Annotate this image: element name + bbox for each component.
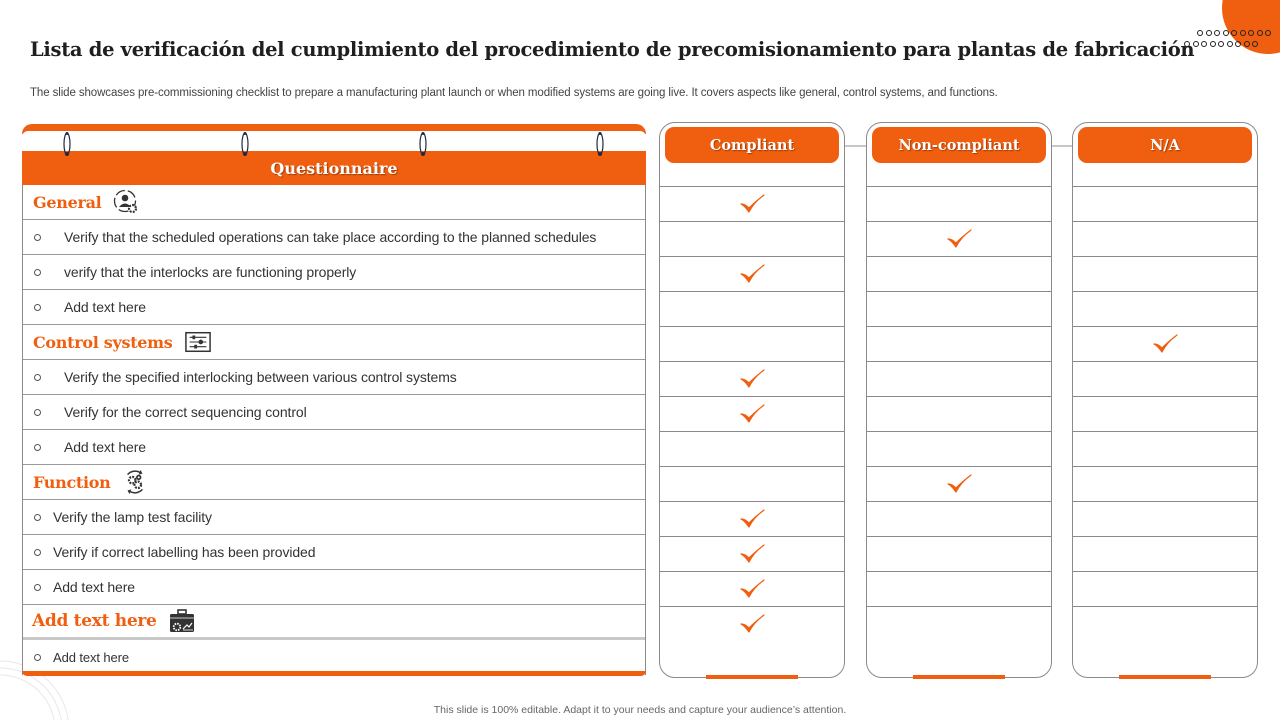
bullet-icon bbox=[34, 374, 41, 381]
status-cell bbox=[1072, 291, 1258, 326]
user-gear-icon bbox=[113, 189, 139, 215]
status-cell bbox=[866, 291, 1052, 326]
non-compliant-header: Non-compliant bbox=[872, 127, 1046, 163]
column-foot-bar bbox=[913, 675, 1005, 679]
section-label: Function bbox=[33, 472, 111, 492]
questionnaire-body bbox=[22, 185, 646, 675]
status-cell bbox=[659, 361, 845, 396]
checklist-item bbox=[23, 570, 645, 605]
slide-title: Lista de verificación del cumplimiento del procedimiento de precomisionamiento para plantas de fabricación bbox=[30, 38, 1195, 61]
status-cell bbox=[1072, 326, 1258, 361]
panel-bottom-bar bbox=[22, 671, 646, 676]
section-control-systems bbox=[23, 325, 645, 360]
item-text: Verify if correct labelling has been provided bbox=[53, 544, 316, 560]
bullet-icon bbox=[34, 304, 41, 311]
check-icon bbox=[739, 368, 765, 390]
status-grid bbox=[1072, 186, 1258, 641]
section-function bbox=[23, 465, 645, 500]
status-cell bbox=[866, 221, 1052, 256]
compliant-column bbox=[659, 122, 845, 678]
binder-ring-icon bbox=[419, 131, 427, 157]
bullet-icon bbox=[34, 549, 41, 556]
checklist-item bbox=[23, 535, 645, 570]
bullet-icon bbox=[34, 654, 41, 661]
check-icon bbox=[739, 403, 765, 425]
check-icon bbox=[739, 613, 765, 635]
status-cell bbox=[659, 291, 845, 326]
gears-cycle-icon bbox=[122, 469, 148, 495]
status-grid bbox=[659, 186, 845, 641]
status-cell bbox=[866, 361, 1052, 396]
bullet-icon bbox=[34, 514, 41, 521]
status-cell bbox=[1072, 396, 1258, 431]
checklist-item bbox=[23, 395, 645, 430]
checklist-item bbox=[23, 360, 645, 395]
status-cell bbox=[866, 396, 1052, 431]
status-cell bbox=[866, 501, 1052, 536]
status-cell bbox=[1072, 536, 1258, 571]
status-cell bbox=[1072, 186, 1258, 221]
status-cell bbox=[659, 571, 845, 606]
bullet-icon bbox=[34, 409, 41, 416]
section-label: Add text here bbox=[32, 611, 157, 631]
checklist-item bbox=[23, 290, 645, 325]
status-cell bbox=[659, 431, 845, 466]
check-icon bbox=[946, 473, 972, 495]
status-cell bbox=[1072, 361, 1258, 396]
status-cell bbox=[1072, 606, 1258, 641]
footer-note: This slide is 100% editable. Adapt it to your needs and capture your audience’s attention. bbox=[433, 704, 847, 716]
check-icon bbox=[739, 543, 765, 565]
item-text: Add text here bbox=[64, 439, 146, 455]
questionnaire-panel bbox=[22, 124, 646, 677]
na-column bbox=[1072, 122, 1258, 678]
check-icon bbox=[739, 508, 765, 530]
section-label: Control systems bbox=[33, 332, 173, 352]
status-cell bbox=[866, 466, 1052, 501]
status-cell bbox=[866, 256, 1052, 291]
item-text: Add text here bbox=[64, 299, 146, 315]
checklist-item bbox=[23, 430, 645, 465]
item-text: Verify for the correct sequencing control bbox=[64, 404, 307, 420]
decorative-dot-pattern bbox=[1184, 30, 1271, 52]
status-cell bbox=[659, 326, 845, 361]
check-icon bbox=[1152, 333, 1178, 355]
item-text: Verify the lamp test facility bbox=[53, 509, 212, 525]
binder-strip bbox=[22, 131, 646, 151]
checklist-item bbox=[23, 220, 645, 255]
status-cell bbox=[659, 221, 845, 256]
compliant-header: Compliant bbox=[665, 127, 839, 163]
questionnaire-header: Questionnaire bbox=[22, 151, 646, 185]
status-cell bbox=[659, 536, 845, 571]
bullet-icon bbox=[34, 234, 41, 241]
non-compliant-column bbox=[866, 122, 1052, 678]
column-foot-bar bbox=[706, 675, 798, 679]
item-text: Add text here bbox=[53, 579, 135, 595]
bullet-icon bbox=[34, 269, 41, 276]
status-cell bbox=[659, 606, 845, 641]
item-text: verify that the interlocks are functioning properly bbox=[64, 264, 357, 280]
status-cell bbox=[1072, 256, 1258, 291]
status-cell bbox=[866, 606, 1052, 641]
checklist-item bbox=[23, 500, 645, 535]
section-general bbox=[23, 185, 645, 220]
status-grid bbox=[866, 186, 1052, 641]
status-cell bbox=[1072, 431, 1258, 466]
item-text: Add text here bbox=[53, 650, 130, 665]
bullet-icon bbox=[34, 444, 41, 451]
checklist-item bbox=[23, 640, 645, 675]
binder-ring-icon bbox=[63, 131, 71, 157]
status-cell bbox=[659, 501, 845, 536]
na-header: N/A bbox=[1078, 127, 1252, 163]
status-cell bbox=[866, 326, 1052, 361]
item-text: Verify that the scheduled operations can take place according to the planned schedules bbox=[64, 229, 597, 245]
briefcase-gear-icon bbox=[169, 608, 195, 634]
binder-ring-icon bbox=[241, 131, 249, 157]
status-cell bbox=[659, 396, 845, 431]
status-cell bbox=[1072, 571, 1258, 606]
check-icon bbox=[946, 228, 972, 250]
status-cell bbox=[866, 431, 1052, 466]
checklist-item bbox=[23, 255, 645, 290]
status-cell bbox=[1072, 501, 1258, 536]
item-text: Verify the specified interlocking between various control systems bbox=[64, 369, 457, 385]
slide-subtitle: The slide showcases pre-commissioning checklist to prepare a manufacturing plant launch or when modified systems are going live. It covers aspects like general, control systems, and functions. bbox=[30, 87, 998, 99]
sliders-icon bbox=[185, 329, 211, 355]
check-icon bbox=[739, 263, 765, 285]
status-cell bbox=[866, 536, 1052, 571]
check-icon bbox=[739, 193, 765, 215]
status-cell bbox=[1072, 466, 1258, 501]
bullet-icon bbox=[34, 584, 41, 591]
status-cell bbox=[1072, 221, 1258, 256]
check-icon bbox=[739, 578, 765, 600]
status-cell bbox=[866, 186, 1052, 221]
status-cell bbox=[659, 466, 845, 501]
status-cell bbox=[659, 256, 845, 291]
status-cell bbox=[866, 571, 1052, 606]
binder-ring-icon bbox=[596, 131, 604, 157]
section-add-text bbox=[23, 605, 645, 640]
section-label: General bbox=[33, 192, 102, 212]
column-foot-bar bbox=[1119, 675, 1211, 679]
status-cell bbox=[659, 186, 845, 221]
